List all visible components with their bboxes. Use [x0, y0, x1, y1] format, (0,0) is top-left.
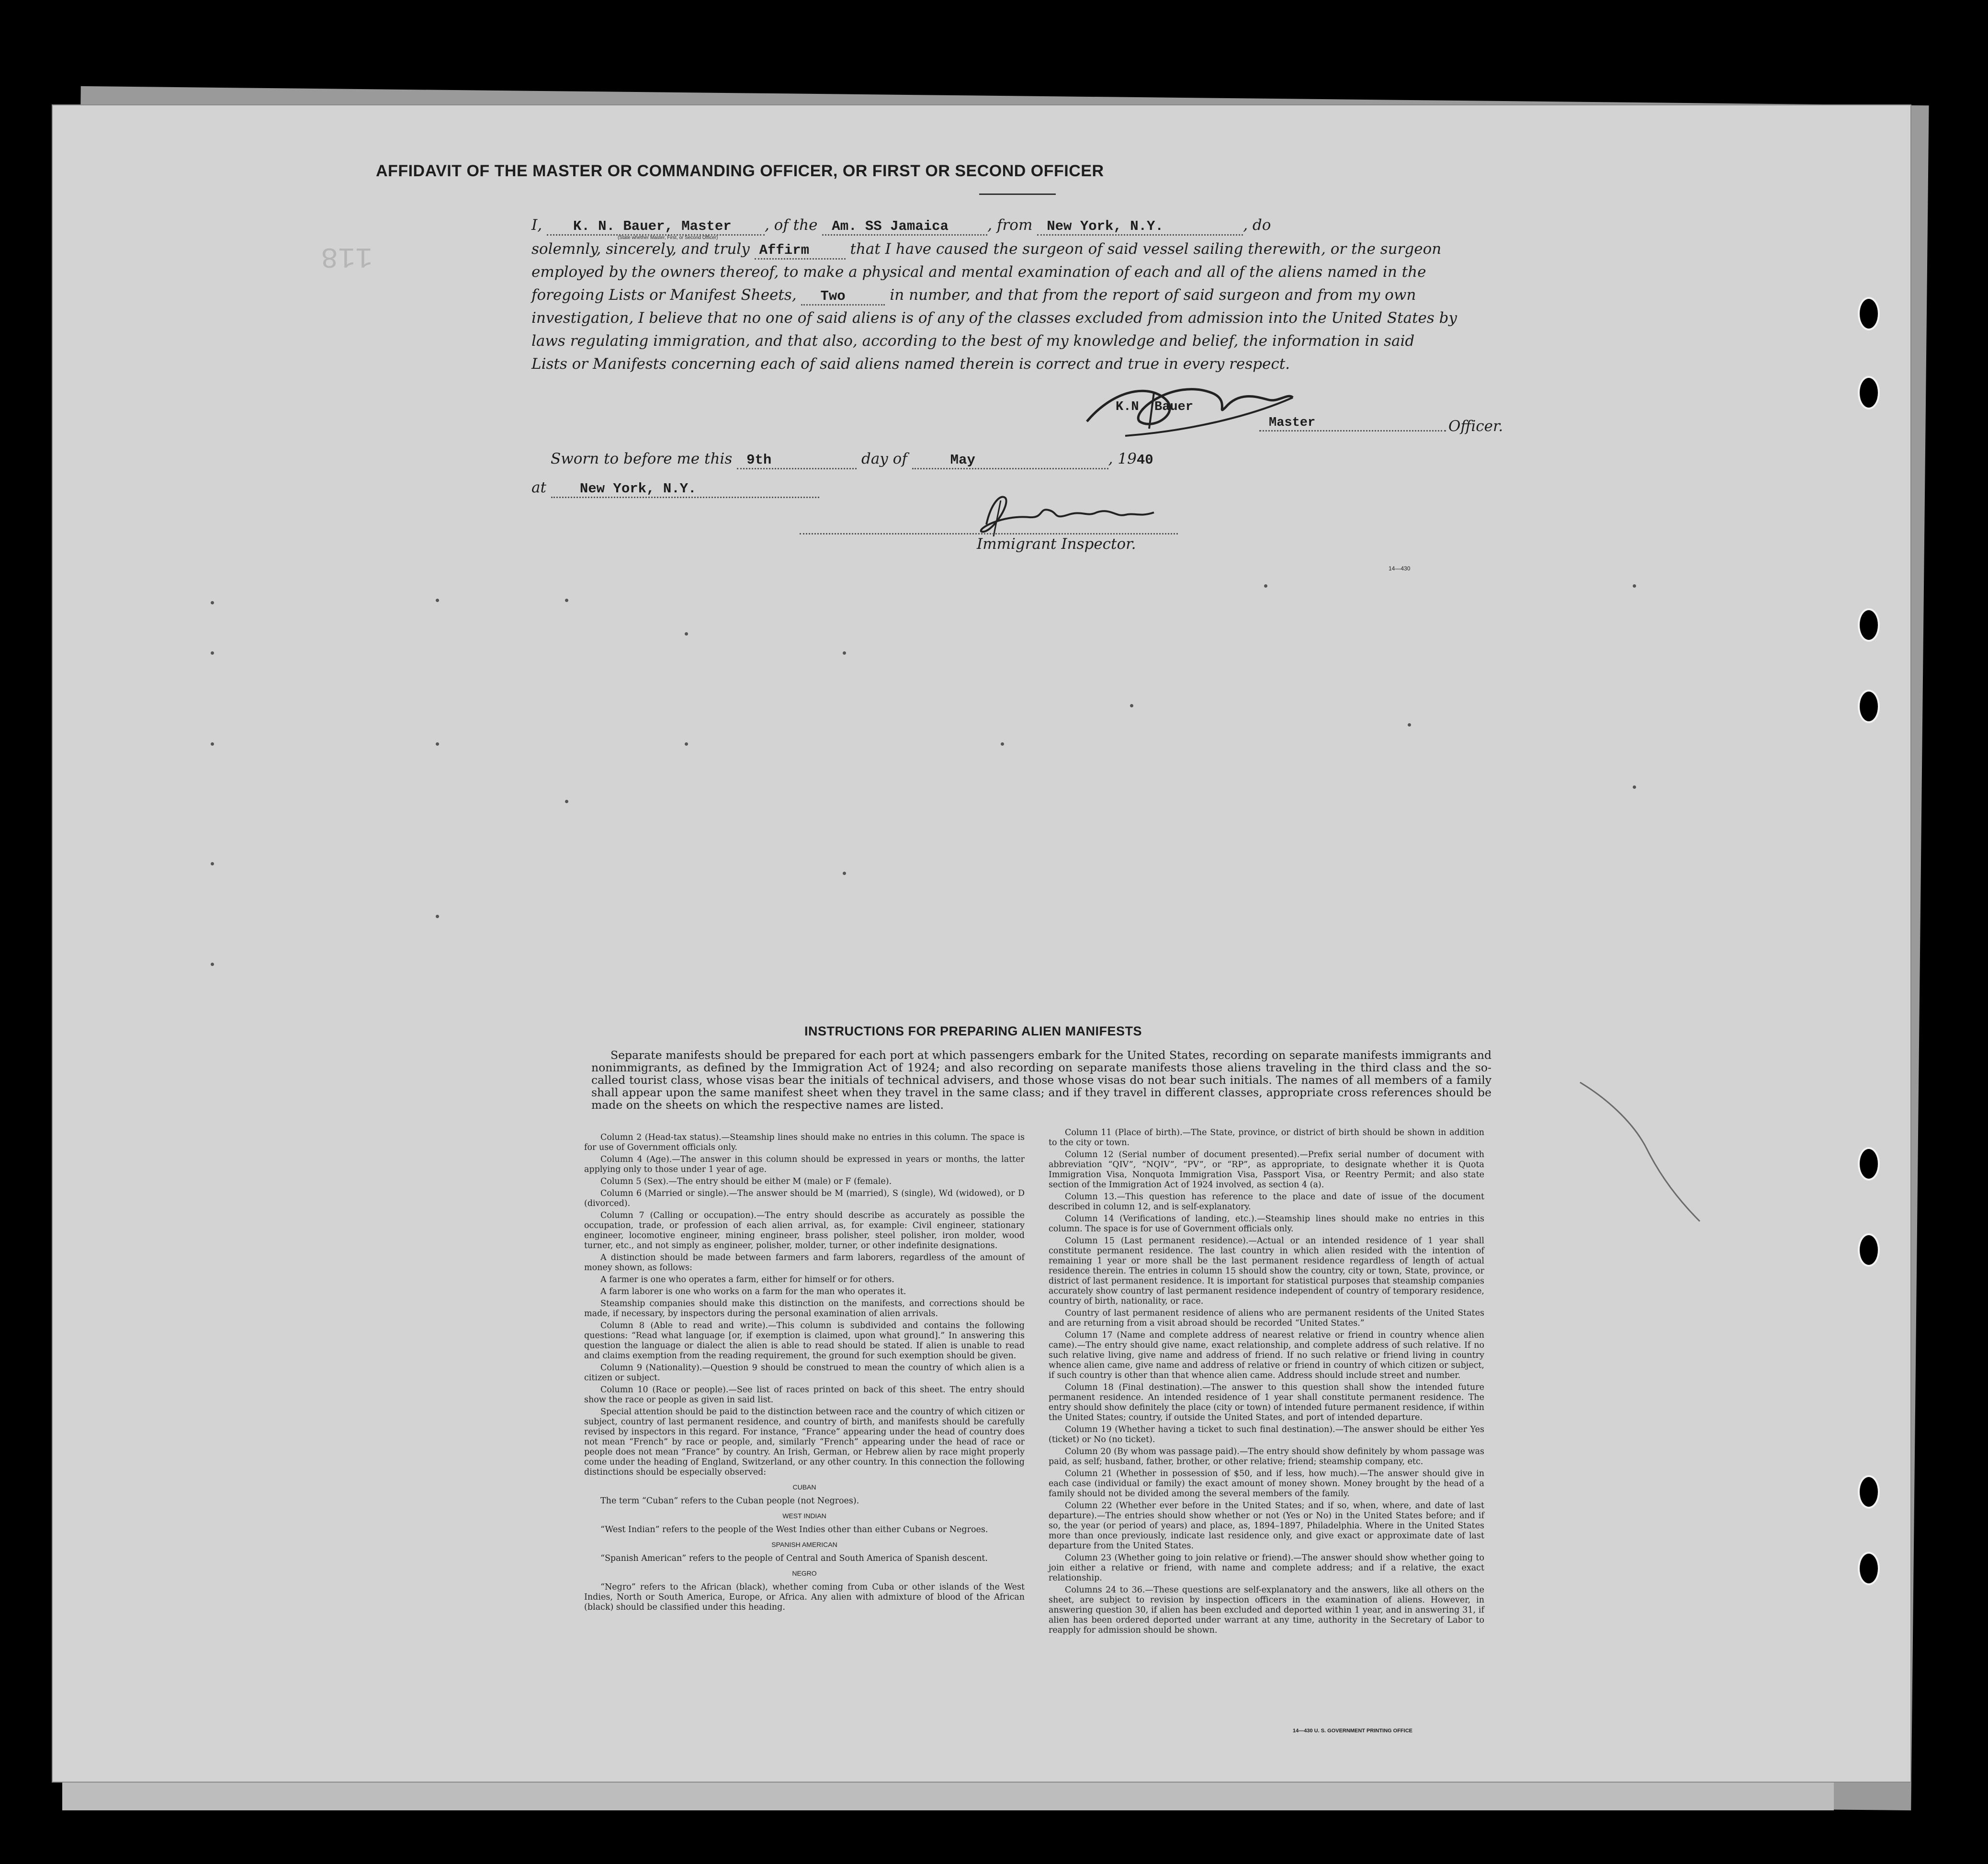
signer-rank-field	[1259, 416, 1446, 432]
punch-hole	[1858, 608, 1880, 642]
instruction-para: Column 12 (Serial number of document presented).—Prefix serial number of document with abbreviation “QIV”, “NQIV”, “PV”, or “RP”, as appropriate, to designate whether it is Quota Immigration Visa, Nonquota Immigration Visa, Passport Visa, or Reentry Permit; and also state section of the Immigration Act of 1924 involved, as section 4 (a).	[1049, 1150, 1484, 1190]
rank-note: (State whether Master, First, or Second Officer)	[618, 235, 718, 240]
affidavit-line-2	[531, 240, 1441, 260]
spanish-american-heading: SPANISH AMERICAN	[771, 1541, 837, 1548]
punch-hole	[1858, 690, 1880, 723]
faint-mark	[211, 742, 214, 746]
sheets-count-field	[801, 286, 885, 306]
affidavit-line-6: laws regulating immigration, and that also, according to the best of my knowledge and belief, the information in said	[531, 332, 1415, 350]
instruction-para: Steamship companies should make this distinction on the manifests, and corrections should be made, if necessary, by inspectors during the personal examination of alien arrivals.	[584, 1299, 1025, 1318]
cuban-heading: CUBAN	[792, 1483, 816, 1491]
label-day-of: day of	[861, 450, 907, 467]
faint-mark	[436, 915, 439, 918]
west-indian-heading: WEST INDIAN	[782, 1512, 826, 1520]
instruction-para: Column 8 (Able to read and write).—This column is subdivided and contains the following questions: “Read what language [or, if exemption is claimed, upon what ground].” In answering this question the language or dialect the alien is able to read should be stated. If alien is unable to read and claims exemption from the reading requirement, the ground for such exemption should be given.	[584, 1321, 1025, 1361]
instruction-para: Column 11 (Place of birth).—The State, province, or district of birth should be shown in addition to the city or town.	[1049, 1128, 1484, 1148]
instruction-para: Column 20 (By whom was passage paid).—The entry should show definitely by whom passage was paid, as self; husband, father, brother, or other relative; friend; steamship company, etc.	[1049, 1447, 1484, 1466]
inspector-title: Immigrant Inspector.	[977, 535, 1136, 553]
officer-label: Officer.	[1448, 418, 1503, 435]
faint-mark	[1264, 584, 1267, 588]
faint-mark	[436, 599, 439, 602]
instruction-para: Special attention should be paid to the distinction between race and the country of which citizen or subject, country of last permanent residence, and country of birth, and manifests should be carefully revised by inspectors in this regard. For instance, “France” appearing under the head of country does not mean “French” by race or people, and, similarly “French” appearing under the head of race or people does not mean “France” by country. An Irish, German, or Hebrew alien by race might properly come under the heading of England, Switzerland, or any other country. In this connection the following distinctions should be especially observed:	[584, 1407, 1025, 1477]
faint-mark	[211, 862, 214, 865]
affirm-field	[755, 240, 846, 260]
faint-mark	[685, 632, 688, 636]
instruction-para: Column 9 (Nationality).—Question 9 should be construed to mean the country of which alien is a citizen or subject.	[584, 1363, 1025, 1383]
vessel-field	[822, 216, 987, 236]
port-from-field	[1037, 216, 1243, 236]
master-name: K. N. Bauer, Master	[573, 218, 732, 234]
instruction-para: Column 5 (Sex).—The entry should be either M (male) or F (female).	[600, 1177, 892, 1186]
signer-name: K.N. Bauer	[1116, 400, 1194, 414]
faint-mark	[1130, 704, 1133, 707]
affidavit-line-4	[531, 286, 1416, 306]
instruction-para: Column 10 (Race or people).—See list of races printed on back of this sheet. The entry should show the race or people as given in said list.	[584, 1385, 1025, 1405]
punch-hole	[1858, 1233, 1880, 1267]
instructions-intro	[591, 1049, 1491, 1111]
instruction-para: A distinction should be made between farmers and farm laborers, regardless of the amount of money shown, as follows:	[584, 1253, 1025, 1273]
faint-mark	[1633, 785, 1636, 789]
sworn-day: 9th	[746, 452, 772, 468]
faint-mark	[565, 800, 568, 803]
label-of-the: , of the	[764, 216, 818, 234]
label-year-prefix: , 19	[1108, 450, 1137, 467]
label-from: , from	[987, 216, 1033, 234]
instructions-left-column	[584, 1133, 1025, 1614]
affidavit-line-5: investigation, I believe that no one of said aliens is of any of the classes excluded from admission into the United States by	[531, 309, 1457, 327]
instruction-para: Column 22 (Whether ever before in the United States; and if so, when, where, and date of last departure).—The entries should show whether or not (Yes or No) in the United States before; and if so, the year (or period of years) and place, as, 1894–1897, Philadelphia. Where in the United States more than once previously, indicate last residence only, and give exact or approximate date of last departure from the United States.	[1049, 1501, 1484, 1551]
affirm-word: Affirm	[759, 242, 809, 258]
punch-hole	[1858, 1552, 1880, 1585]
punch-hole	[1858, 1475, 1880, 1509]
instruction-para: Columns 24 to 36.—These questions are self-explanatory and the answers, like all others on the sheet, are subject to revision by inspection officers in the examination of aliens. However, in answering question 30, if alien has been excluded and deported within 1 year, and in answering 31, if alien has been ordered deported under warrant at any time, authority in the Secretary of Labor to reapply for admission should be shown.	[1049, 1585, 1484, 1635]
punch-hole	[1858, 1147, 1880, 1181]
sheets-count: Two	[820, 288, 846, 304]
label-i: I,	[531, 216, 542, 234]
day-field	[737, 450, 857, 469]
instruction-para: Column 15 (Last permanent residence).—Actual or an intended residence of 1 year shall constitute permanent residence. The last country in which alien resided with the intention of remaining 1 year or more shall be the last permanent residence regardless of length of actual residence therein. The entries in column 15 should show the country, city or town, State, province, or district of last permanent residence. It is important for statistical purposes that steamship companies accurately show country of last permanent residence independent of country of temporary residence, country of birth, nationality, or race.	[1049, 1236, 1484, 1306]
negro-heading: NEGRO	[792, 1569, 817, 1577]
intro-paragraph: Separate manifests should be prepared for each port at which passengers embark for the United States, recording on separate manifests immigrants and nonimmigrants, as defined by the Immigration Act of 1924; and also recording on separate manifests those aliens traveling in the third class and the so-called tourist class, whose visas bear the initials of technical advisers, and those whose visas do not bear such initials. The names of all members of a family shall appear upon the same manifest sheet when they travel in the same class; and if they travel in different classes, appropriate cross references should be made on the sheets on which the respective names are listed.	[591, 1048, 1491, 1112]
faint-mark	[843, 651, 846, 655]
instructions-title: INSTRUCTIONS FOR PREPARING ALIEN MANIFESTS	[804, 1024, 1142, 1038]
spanish-american-definition: “Spanish American” refers to the people of Central and South America of Spanish descent.	[600, 1554, 988, 1563]
faint-mark	[1408, 723, 1411, 727]
affidavit-line-3: employed by the owners thereof, to make a physical and mental examination of each and all of the aliens named in the	[531, 263, 1426, 281]
master-signature	[1068, 364, 1355, 445]
instruction-para: A farmer is one who operates a farm, either for himself or for others.	[600, 1275, 894, 1284]
faint-mark	[211, 601, 214, 604]
instruction-para: Column 17 (Name and complete address of nearest relative or friend in country whence alien came).—The entry should give name, exact relationship, and complete address of such relative. If no such relative living, give name and address of friend. If no such relative or friend living in country whence alien came, give name and address of relative or friend in country of which citizen or subject, if such country is other than that whence alien came. Address should include street and number.	[1049, 1330, 1484, 1380]
instruction-para: Column 19 (Whether having a ticket to such final destination).—The answer should be either Yes (ticket) or No (no ticket).	[1049, 1425, 1484, 1444]
instruction-para: Column 2 (Head-tax status).—Steamship lines should make no entries in this column. The space is for use of Government officials only.	[584, 1133, 1025, 1152]
faint-mark	[211, 963, 214, 966]
instruction-para: Column 7 (Calling or occupation).—The entry should describe as accurately as possible the occupation, trade, or profession of each alien arrival, as, for example: Civil engineer, stationary engineer, locomotive engineer, mining engineer, brass polisher, steel polisher, iron molder, wood turner, etc., and not simply as engineer, polisher, molder, turner, or other indefinite designations.	[584, 1211, 1025, 1250]
margin-mark: 118	[321, 239, 373, 272]
signer-rank: Master	[1269, 416, 1316, 430]
instruction-para: Column 23 (Whether going to join relative or friend).—The answer should show whether going to join either a relative or friend, with name and complete address; and if a relative, the exact relationship.	[1049, 1553, 1484, 1583]
place-line	[531, 479, 819, 498]
instructions-right-column	[1049, 1128, 1484, 1637]
label-solemnly: solemnly, sincerely, and truly	[531, 240, 750, 258]
label-at: at	[531, 479, 546, 496]
cuban-definition: The term “Cuban” refers to the Cuban people (not Negroes).	[600, 1496, 859, 1506]
instruction-para: Column 4 (Age).—The answer in this column should be expressed in years or months, the latter applying only to those under 1 year of age.	[584, 1155, 1025, 1174]
master-name-field	[547, 216, 765, 236]
instruction-para: Column 14 (Verifications of landing, etc.).—Steamship lines should make no entries in this column. The space is for use of Government officials only.	[1049, 1214, 1484, 1234]
inspector-sign-line	[800, 533, 1178, 534]
instruction-para: Country of last permanent residence of aliens who are permanent residents of the United States and are returning from a visit abroad should be recorded “United States.”	[1049, 1308, 1484, 1328]
affidavit-line-7: Lists or Manifests concerning each of said aliens named therein is correct and true in every respect.	[531, 355, 1290, 373]
title-rule	[979, 193, 1056, 195]
instruction-para: Column 18 (Final destination).—The answer to this question shall show the intended future permanent residence. An intended residence of 1 year shall constitute permanent residence. The entry should show definitely the place (city or town) of intended future permanent residence, if within the United States; country, if outside the United States, and port of intended departure.	[1049, 1383, 1484, 1422]
port-from: New York, N.Y.	[1047, 218, 1163, 234]
affidavit-line-1	[531, 216, 1271, 236]
label-do: , do	[1243, 216, 1271, 234]
affidavit-title: AFFIDAVIT OF THE MASTER OR COMMANDING OFFICER, OR FIRST OR SECOND OFFICER	[376, 162, 1104, 180]
instruction-para: Column 6 (Married or single).—The answer should be M (married), S (single), Wd (widowed), or D (divorced).	[584, 1189, 1025, 1208]
vessel-name: Am. SS Jamaica	[832, 218, 949, 234]
punch-hole	[1858, 376, 1880, 409]
line-2-text: that I have caused the surgeon of said vessel sailing therewith, or the surgeon	[850, 240, 1442, 258]
instruction-para: Column 21 (Whether in possession of $50, and if less, how much).—The answer should give in each case (individual or family) the exact amount of money shown. Money brought by the head of a family should not be divided among the several members of the family.	[1049, 1469, 1484, 1499]
faint-mark	[1633, 584, 1636, 588]
faint-mark	[843, 872, 846, 875]
month-field	[912, 450, 1108, 469]
negro-definition: “Negro” refers to the African (black), whether coming from Cuba or other islands of the West Indies, North or South America, Europe, or Africa. Any alien with admixture of blood of the African (black) should be classified under this heading.	[584, 1582, 1025, 1612]
place-field	[551, 479, 819, 498]
sworn-year: 40	[1136, 452, 1153, 468]
line-4-text-a: foregoing Lists or Manifest Sheets,	[531, 286, 797, 304]
pencil-mark	[1575, 1078, 1719, 1231]
sworn-line	[551, 450, 1153, 469]
instruction-para: A farm laborer is one who works on a farm for the man who operates it.	[600, 1287, 906, 1296]
printing-office-footer: 14—430 U. S. GOVERNMENT PRINTING OFFICE	[1293, 1728, 1412, 1734]
sworn-place: New York, N.Y.	[579, 481, 697, 497]
faint-mark	[565, 599, 568, 602]
faint-mark	[685, 742, 688, 746]
faint-mark	[436, 742, 439, 746]
label-sworn: Sworn to before me this	[551, 450, 733, 467]
line-4-text-b: in number, and that from the report of said surgeon and from my own	[890, 286, 1416, 304]
instruction-para: Column 13.—This question has reference to the place and date of issue of the document described in column 12, and is self-explanatory.	[1049, 1192, 1484, 1212]
form-number: 14—430	[1389, 565, 1411, 572]
faint-mark	[1001, 742, 1004, 746]
sworn-month: May	[950, 452, 975, 468]
west-indian-definition: “West Indian” refers to the people of the West Indies other than either Cubans or Negroes.	[600, 1525, 988, 1534]
faint-mark	[211, 651, 214, 655]
document-page	[53, 105, 1910, 1782]
punch-hole	[1858, 297, 1880, 330]
